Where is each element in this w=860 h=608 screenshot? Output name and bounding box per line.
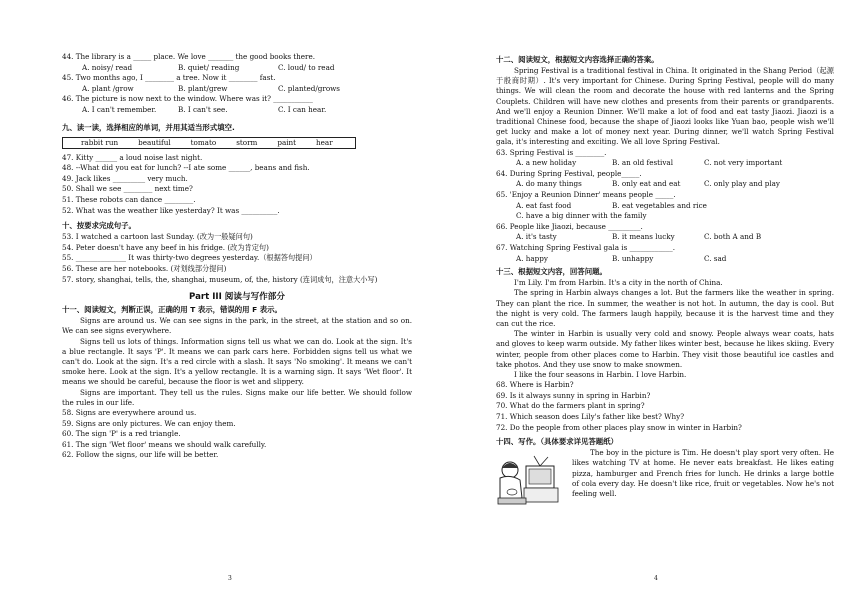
question-71: 71. Which season does Lily's father like best? Why? bbox=[496, 411, 685, 421]
option-a: A. eat fast food bbox=[516, 200, 572, 210]
options-44 bbox=[62, 63, 412, 74]
option-c: C. sad bbox=[704, 253, 727, 263]
option-a: A. happy bbox=[516, 253, 548, 263]
passage-paragraph: Signs tell us lots of things. Information signs tell us what we can do. Look at the sign. It's a blue rectangle. It says 'P'. It means we can park cars here. Forbidden signs tell us what we can't do. Look at the sign. It's a red circle with a slash. It says 'No smoking'. It means we can't smoke here. Look at the sign. It's a yellow rectangle. It is a warning sign. It says 'Wet floor'. It means we should be careful, because the floor is wet and slippery. bbox=[62, 336, 412, 387]
question-48: 48. --What did you eat for lunch? --I ate some ______, beans and fish. bbox=[62, 163, 310, 173]
question-58: 58. Signs are everywhere around us. bbox=[62, 407, 197, 417]
option-b: B. plant/grew bbox=[178, 83, 228, 93]
question-46: 46. The picture is now next to the window. Where was it? ___________ bbox=[62, 94, 313, 104]
question-69: 69. Is it always sunny in spring in Harbin? bbox=[496, 390, 651, 400]
page-right bbox=[430, 0, 860, 608]
option-b: B. quiet/ reading bbox=[178, 62, 240, 72]
option-c: C. I can hear. bbox=[278, 104, 327, 114]
question-56: 56. These are her notebooks. (对划线部分提问) bbox=[62, 263, 227, 273]
question-47: 47. Kitty ______ a loud noise last night. bbox=[62, 152, 203, 162]
passage-paragraph: Signs are important. They tell us the rules. Signs make our life better. We should follow the rules in our life. bbox=[62, 387, 412, 407]
word-box bbox=[62, 137, 356, 149]
options-63 bbox=[496, 158, 834, 169]
part-3-heading: Part III 阅读与写作部分 bbox=[189, 292, 285, 303]
word: paint bbox=[277, 138, 297, 148]
question-67: 67. Watching Spring Festival gala is ____________. bbox=[496, 242, 675, 252]
option-b: B. unhappy bbox=[612, 253, 654, 263]
section-14-title: 十四、写作。（具体要求详见答题纸） bbox=[496, 437, 618, 447]
passage-paragraph: The winter in Harbin is usually very cold and snowy. People always wear coats, hats and gloves to keep warm outside. My father likes winter best, because he likes skiing. Every winter, people from other places come to Harbin. They visit those beautiful ice castles and take photos. And they use snow to make snowmen. bbox=[496, 329, 834, 369]
question-68: 68. Where is Harbin? bbox=[496, 380, 574, 390]
passage-paragraph: Spring Festival is a traditional festival in China. It originated in the Shang Period（起源于殷商时期）. It's very important for Chinese. During Spring Festival, people will do many things. We will clean the room and decorate the house with red lanterns and the Spring Couplets. Children will have new clothes and presents from their parents or grandparents. And we'll enjoy a Reunion Dinner. We'll make a lot of food and eat tasty Jiaozi. Jiaozi is a traditional Chinese food, because the shape of Jiaozi looks like Yuan bao, people wish we'll get lucky and make a lot of money next year. During dinner, we'll watch Spring Festival gala, it's interesting and exciting. We all love Spring Festival. bbox=[496, 66, 834, 147]
option-a: A. I can't remember. bbox=[82, 104, 157, 114]
option-a: A. noisy/ read bbox=[82, 62, 133, 72]
question-63: 63. Spring Festival is ________. bbox=[496, 147, 607, 157]
question-60: 60. The sign 'P' is a red triangle. bbox=[62, 429, 181, 439]
option-b: B. an old festival bbox=[612, 158, 673, 168]
question-52: 52. What was the weather like yesterday? It was __________. bbox=[62, 205, 280, 215]
options-67 bbox=[496, 254, 834, 265]
question-57: 57. story, shanghai, tells, the, shanghai, museum, of, the, history (连词成句，注意大小写) bbox=[62, 274, 378, 284]
option-b: B. only eat and eat bbox=[612, 179, 681, 189]
passage-paragraph: Signs are around us. We can see signs in the park, in the street, at the station and so on. We can see signs everywhere. bbox=[62, 316, 412, 336]
option-c: C. only play and play bbox=[704, 179, 780, 189]
option-b: B. it means lucky bbox=[612, 232, 675, 242]
question-55: 55. ______________ It was thirty-two degrees yesterday.（根据答句提问） bbox=[62, 253, 317, 263]
question-45: 45. Two months ago, I ________ a tree. Now it ________ fast. bbox=[62, 73, 276, 83]
word: rabbit run bbox=[81, 138, 119, 148]
options-64 bbox=[496, 179, 834, 190]
question-65: 65. 'Enjoy a Reunion Dinner' means people _____. bbox=[496, 190, 676, 199]
question-61: 61. The sign 'Wet floor' means we should walk carefully. bbox=[62, 439, 267, 449]
passage-paragraph: The spring in Harbin always changes a lot. But the farmers like the weather in spring. They can plant the rice. In summer, the weather is not hot. In autumn, the day is cool. But the night is very cold. The farmers laugh happily, because it is the harvest time and they can cut the rice. bbox=[496, 288, 834, 328]
option-c: C. both A and B bbox=[704, 232, 762, 242]
writing-prompt: The boy in the picture is Tim. He doesn't play sport very often. He likes watching TV at home. He never eats breakfast. He likes eating pizza, hamburger and French fries for lunch. He drinks a large bottle of cola every day. He doesn't like rice, fruit or vegetables. Now he's not feeling well. bbox=[572, 448, 834, 498]
question-72: 72. Do the people from other places play snow in winter in Harbin? bbox=[496, 422, 742, 432]
word: storm bbox=[236, 138, 258, 148]
section-9-title: 九、读一读，选择相应的单词，并用其适当形式填空. bbox=[62, 122, 235, 132]
question-62: 62. Follow the signs, our life will be better. bbox=[62, 450, 219, 460]
question-70: 70. What do the farmers plant in spring? bbox=[496, 401, 645, 411]
option-a: A. it's tasty bbox=[516, 232, 557, 242]
question-66: 66. People like Jiaozi, because _________. bbox=[496, 221, 643, 231]
question-64: 64. During Spring Festival, people_____. bbox=[496, 168, 642, 178]
question-59: 59. Signs are only pictures. We can enjoy them. bbox=[62, 418, 236, 428]
option-b: B. I can't see. bbox=[178, 104, 228, 114]
section-13-title: 十三、根据短文内容，回答问题。 bbox=[496, 267, 607, 277]
question-44: 44. The library is a _____ place. We love _______ the good books there. bbox=[62, 52, 316, 61]
option-a: A. a new holiday bbox=[516, 158, 577, 168]
options-65 bbox=[496, 201, 834, 212]
option-c: C. planted/grows bbox=[278, 83, 340, 93]
question-50: 50. Shall we see ________ next time? bbox=[62, 184, 193, 194]
option-a: A. plant /grow bbox=[82, 83, 134, 93]
options-65-c bbox=[496, 211, 834, 222]
options-45 bbox=[62, 84, 412, 95]
options-46 bbox=[62, 105, 412, 116]
passage-paragraph: I'm Lily. I'm from Harbin. It's a city in the north of China. bbox=[514, 278, 723, 288]
page-number: 4 bbox=[654, 575, 658, 582]
section-12-title: 十二、阅读短文，根据短文内容选择正确的答案。 bbox=[496, 55, 659, 64]
section-10-title: 十、按要求完成句子。 bbox=[62, 221, 136, 231]
section-11-title: 十一、阅读短文，判断正误，正确的用 T 表示，错误的用 F 表示。 bbox=[62, 305, 282, 315]
page-number: 3 bbox=[228, 575, 232, 582]
word: tomato bbox=[190, 138, 217, 148]
word: beautiful bbox=[138, 138, 171, 148]
question-49: 49. Jack likes _________ very much. bbox=[62, 173, 188, 183]
option-c: C. not very important bbox=[704, 158, 783, 168]
word: hear bbox=[316, 138, 333, 148]
passage-paragraph: I like the four seasons in Harbin. I love Harbin. bbox=[514, 369, 687, 379]
option-c: C. loud/ to read bbox=[278, 62, 335, 72]
question-54: 54. Peter doesn't have any beef in his fridge. (改为肯定句) bbox=[62, 242, 269, 252]
question-51: 51. These robots can dance ________. bbox=[62, 194, 196, 204]
option-c: C. have a big dinner with the family bbox=[516, 211, 647, 221]
option-a: A. do many things bbox=[516, 179, 582, 189]
question-53: 53. I watched a cartoon last Sunday. (改为一般疑问句) bbox=[62, 232, 253, 242]
writing-task bbox=[496, 448, 834, 506]
options-66 bbox=[496, 232, 834, 243]
option-b: B. eat vegetables and rice bbox=[612, 200, 707, 210]
boy-watching-tv-illustration bbox=[496, 448, 566, 506]
